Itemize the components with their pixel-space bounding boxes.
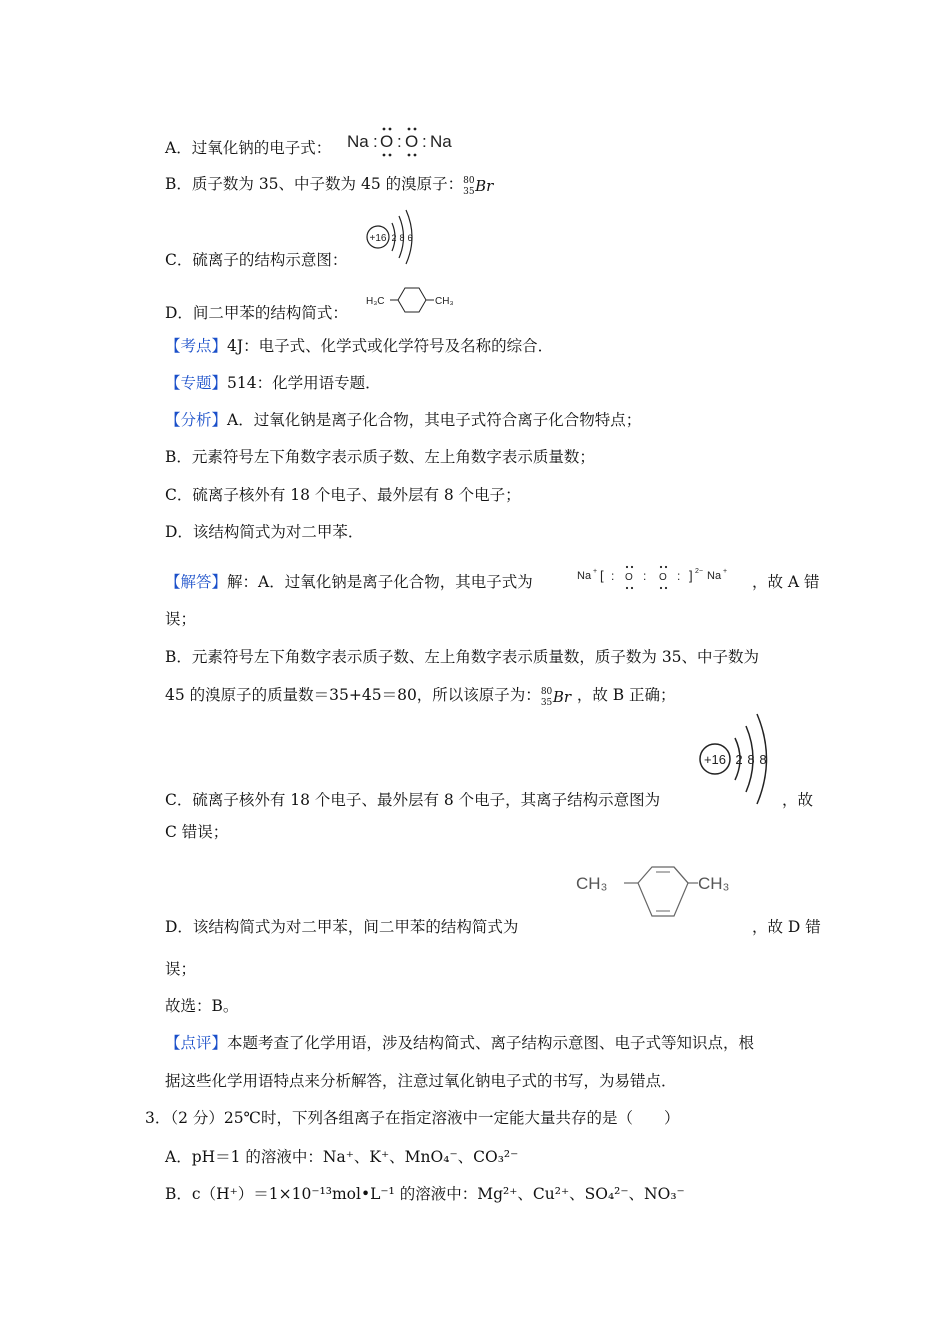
fenxi-line-a [165, 410, 641, 430]
svg-text:8: 8 [759, 752, 767, 767]
svg-text::: : [643, 569, 647, 583]
svg-text:2−: 2− [695, 568, 703, 575]
zhuanti-line [165, 373, 381, 393]
zhuanti-text: 514：化学用语专题． [227, 374, 381, 392]
option-c [165, 250, 347, 270]
svg-text::: : [397, 132, 402, 151]
option-a-text: A．过氧化钠的电子式： [165, 139, 332, 157]
question-3-option-b: B．c（H⁺）＝1×10⁻¹³mol•L⁻¹ 的溶液中：Mg²⁺、Cu²⁺、SO₄²⁻、NO₃⁻ [165, 1185, 685, 1203]
svg-text:CH₃: CH₃ [698, 874, 730, 893]
svg-text:+16: +16 [369, 233, 387, 244]
option-a [165, 138, 331, 158]
bromine-isotope-symbol: 80 35 Br [463, 176, 494, 197]
jieda-a-cont: 误； [165, 610, 197, 628]
bromine-isotope-answer: 80 35 Br [540, 687, 572, 708]
meta-xylene-structure [574, 858, 736, 938]
svg-text:Na: Na [577, 570, 592, 582]
sodium-peroxide-lewis-structure [345, 124, 460, 158]
jieda-d-end: ，故 D 错 [752, 918, 821, 936]
svg-text:O: O [380, 132, 394, 151]
sulfur-ion-structure-diagram-correct [694, 712, 776, 810]
jieda-a-end: ，故 A 错 [752, 573, 820, 591]
jieda-line-b2: 45 的溴原子的质量数＝35+45＝80，所以该原子为： 80 35 Br ，故 B 正确； [165, 686, 676, 708]
svg-text:6: 6 [407, 233, 413, 243]
svg-text::: : [611, 569, 615, 583]
sodium-peroxide-ionic-lewis-structure [577, 562, 745, 592]
jieda-line-a [165, 572, 533, 592]
svg-text::: : [677, 569, 681, 583]
zhuanti-tag: 【专题】 [165, 374, 228, 392]
svg-text:O: O [405, 132, 419, 151]
sulfur-ion-structure-diagram-wrong [362, 206, 422, 268]
jieda-line-d: D．该结构简式为对二甲苯，间二甲苯的结构简式为 [165, 918, 519, 936]
review-line-2: 据这些化学用语特点来分析解答，注意过氧化钠电子式的书写，为易错点． [165, 1072, 677, 1090]
svg-text:8: 8 [399, 233, 405, 243]
jieda-line-c: C．硫离子核外有 18 个电子、最外层有 8 个电子，其离子结构示意图为 [165, 791, 661, 809]
review-tag: 【点评】 [165, 1034, 228, 1052]
fenxi-c-text: C．硫离子核外有 18 个电子、最外层有 8 个电子； [165, 486, 521, 504]
option-d [165, 303, 348, 323]
svg-text:+16: +16 [703, 752, 727, 767]
svg-text:O: O [659, 572, 667, 583]
kaodian-tag: 【考点】 [165, 337, 228, 355]
question-3-option-a: A．pH＝1 的溶液中：Na⁺、K⁺、MnO₄⁻、CO₃²⁻ [165, 1148, 519, 1166]
fenxi-line-b [165, 447, 595, 467]
jieda-line-b1: B．元素符号左下角数字表示质子数、左上角数字表示质量数，质子数为 35、中子数为 [165, 648, 760, 666]
svg-text:Na: Na [707, 570, 722, 582]
svg-text:2: 2 [391, 233, 397, 243]
fenxi-line-d [165, 522, 363, 542]
jieda-tag: 【解答】 [165, 573, 228, 591]
jieda-c-cont: C 错误； [165, 823, 229, 841]
svg-text:+: + [723, 568, 728, 575]
svg-text:Na: Na [430, 132, 452, 151]
jieda-c-end: ，故 [782, 791, 814, 809]
option-b [165, 174, 499, 195]
svg-text:2: 2 [735, 752, 743, 767]
jieda-d-cont: 误； [165, 960, 197, 978]
kaodian-line [165, 336, 553, 356]
svg-text:+: + [593, 568, 598, 575]
svg-text::: : [373, 132, 378, 151]
svg-text:]: ] [689, 568, 693, 583]
option-b-text: B．质子数为 35、中子数为 45 的溴原子： [165, 175, 464, 193]
svg-text:CH₃: CH₃ [576, 874, 608, 893]
fenxi-d-text: D．该结构简式为对二甲苯． [165, 523, 364, 541]
svg-text::: : [422, 132, 427, 151]
para-xylene-structure-small [366, 284, 466, 316]
option-d-text: D．间二甲苯的结构简式： [165, 304, 348, 322]
svg-text:H₃C: H₃C [366, 296, 385, 307]
fenxi-line-c [165, 485, 521, 505]
svg-text:[: [ [600, 568, 604, 583]
jieda-a-text: 解：A．过氧化钠是离子化合物，其电子式为 [227, 573, 533, 591]
option-c-text: C．硫离子的结构示意图： [165, 251, 348, 269]
fenxi-tag: 【分析】 [165, 411, 228, 429]
svg-text:Na: Na [347, 132, 369, 151]
choice-line: 故选：B。 [165, 997, 239, 1015]
fenxi-b-text: B．元素符号左下角数字表示质子数、左上角数字表示质量数； [165, 448, 595, 466]
svg-text:CH₃: CH₃ [435, 296, 454, 307]
fenxi-a-text: A．过氧化钠是离子化合物，其电子式符合离子化合物特点； [227, 411, 642, 429]
svg-text:O: O [625, 572, 633, 583]
question-3-stem: 3．（2 分）25℃时，下列各组离子在指定溶液中一定能大量共存的是（ ） [145, 1109, 680, 1127]
review-line-1: 【点评】本题考查了化学用语，涉及结构简式、离子结构示意图、电子式等知识点，根 [165, 1034, 755, 1052]
svg-text:8: 8 [747, 752, 755, 767]
kaodian-text: 4J：电子式、化学式或化学符号及名称的综合． [227, 337, 554, 355]
